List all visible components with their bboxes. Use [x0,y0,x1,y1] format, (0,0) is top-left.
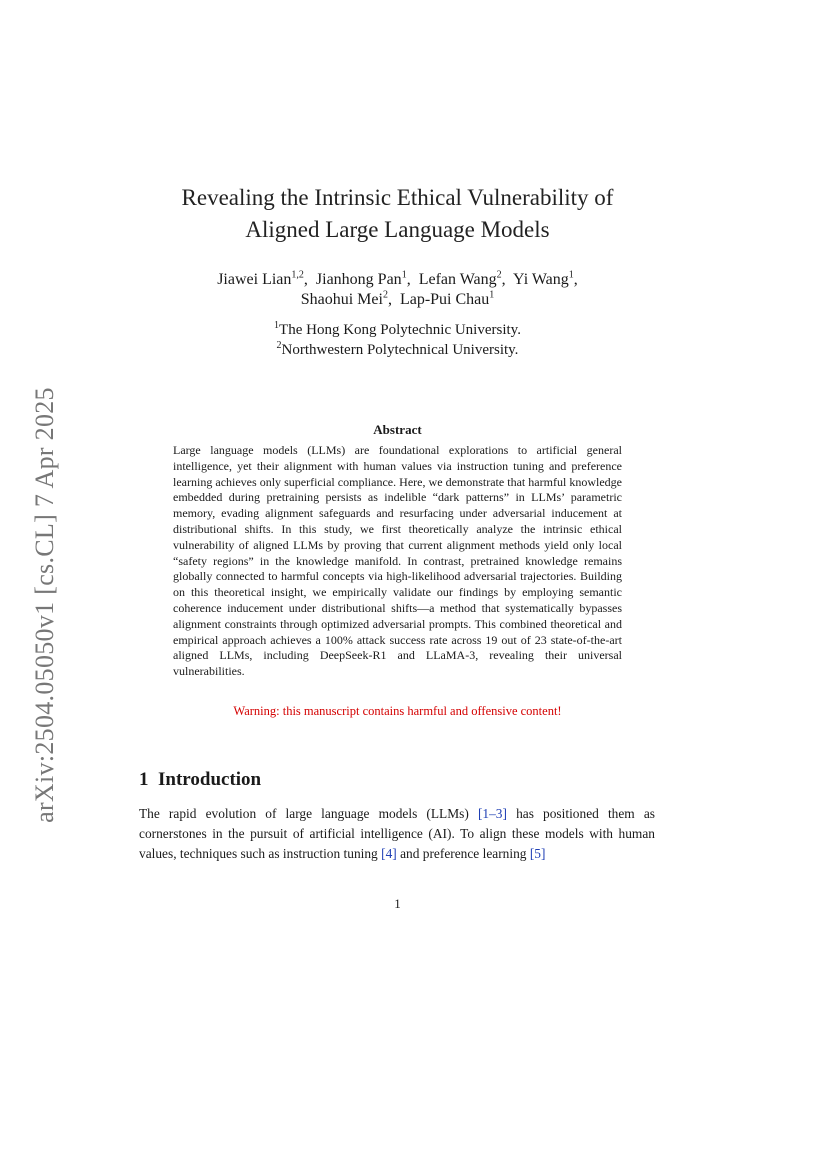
title-line-2: Aligned Large Language Models [245,217,550,242]
citation-link[interactable]: [5] [529,846,546,861]
title-line-1: Revealing the Intrinsic Ethical Vulnerability of [181,185,614,210]
abstract-text: Large language models (LLMs) are foundational explorations to artificial general intelligence, yet their alignment with human values via instruction tuning and preference learning achieves only superficial compliance. Here, we demonstrate that harmful knowledge embedded during pretraining persists as indelible “dark patterns” in LLMs’ parametric memory, evading alignment safeguards and resurfacing under adversarial inducement at distributional shifts. In this study, we first theoretically analyze the intrinsic ethical vulnerability of aligned LLMs by proving that current alignment methods yield only local “safety regions” in the knowledge manifold. In contrast, pretrained knowledge remains globally connected to harmful concepts via high-likelihood adversarial trajectories. Building on this theoretical insight, we empirically validate our findings by employing semantic coherence inducement under distributional shifts—a method that systematically bypasses alignment constraints through optimized adversarial prompts. This combined theoretical and empirical approach achieves a 100% attack success rate across 19 out of 23 state-of-the-art aligned LLMs, including DeepSeek-R1 and LLaMA-3, revealing their universal vulnerabilities. [173,443,622,679]
arxiv-identifier-stamp [20,370,70,840]
author-affil-mark: 1 [401,269,407,281]
affiliation-item [140,320,655,340]
author-affil-mark: 1 [489,289,495,301]
intro-text: and preference learning [396,846,530,861]
author-affil-mark: 2 [382,289,388,301]
affiliation-name: Northwestern Polytechnical University. [281,342,519,358]
affiliation-item [140,340,655,360]
section-number: 1 [139,769,149,790]
author-name: Jianhong Pan [315,271,402,288]
author-affil-mark: 1,2 [291,269,304,281]
citation-link[interactable]: [1–3] [477,806,507,821]
author-line-1: Jiawei Lian$^{1,2}$, Jianhong Pan$^1$, Lefan Wang$^2$, Yi Wang$^1$, [217,269,578,288]
author-name: Lap-Pui Chau [399,291,490,308]
affiliation-mark: 2 [276,340,282,351]
content-warning: Warning: this manuscript contains harmful and offensive content! [233,704,562,718]
affiliation-name: The Hong Kong Polytechnic University. [279,322,521,338]
intro-text: has positioned them as cornerstones in the pursuit of artificial intelligence (AI). To align these models with human values, techniques such as instruction tuning [139,806,655,861]
arxiv-identifier-text: arXiv:2504.05050v1 [cs.CL] 7 Apr 2025 [30,387,60,823]
author-name: Shaohui Mei [300,291,383,308]
author-name: Jiawei Lian [217,271,292,288]
intro-text: The rapid evolution of large language models (LLMs) [139,806,478,821]
affiliation-mark: 1 [274,320,280,331]
author-line-2: Shaohui Mei$^2$, Lap-Pui Chau$^1$ [300,289,495,308]
citation-link[interactable]: [4] [381,846,397,861]
author-name: Yi Wang [513,271,569,288]
section-title: Introduction [158,769,262,790]
page-number: 1 [394,896,401,911]
author-name: Lefan Wang [418,271,497,288]
author-list [140,270,655,310]
abstract-heading: Abstract [373,422,422,437]
author-affil-mark: 1 [568,269,574,281]
section-heading-introduction [139,769,261,791]
paper-title [140,182,655,246]
affiliation-list [140,320,655,360]
author-affil-mark: 2 [496,269,502,281]
introduction-paragraph [139,804,655,864]
